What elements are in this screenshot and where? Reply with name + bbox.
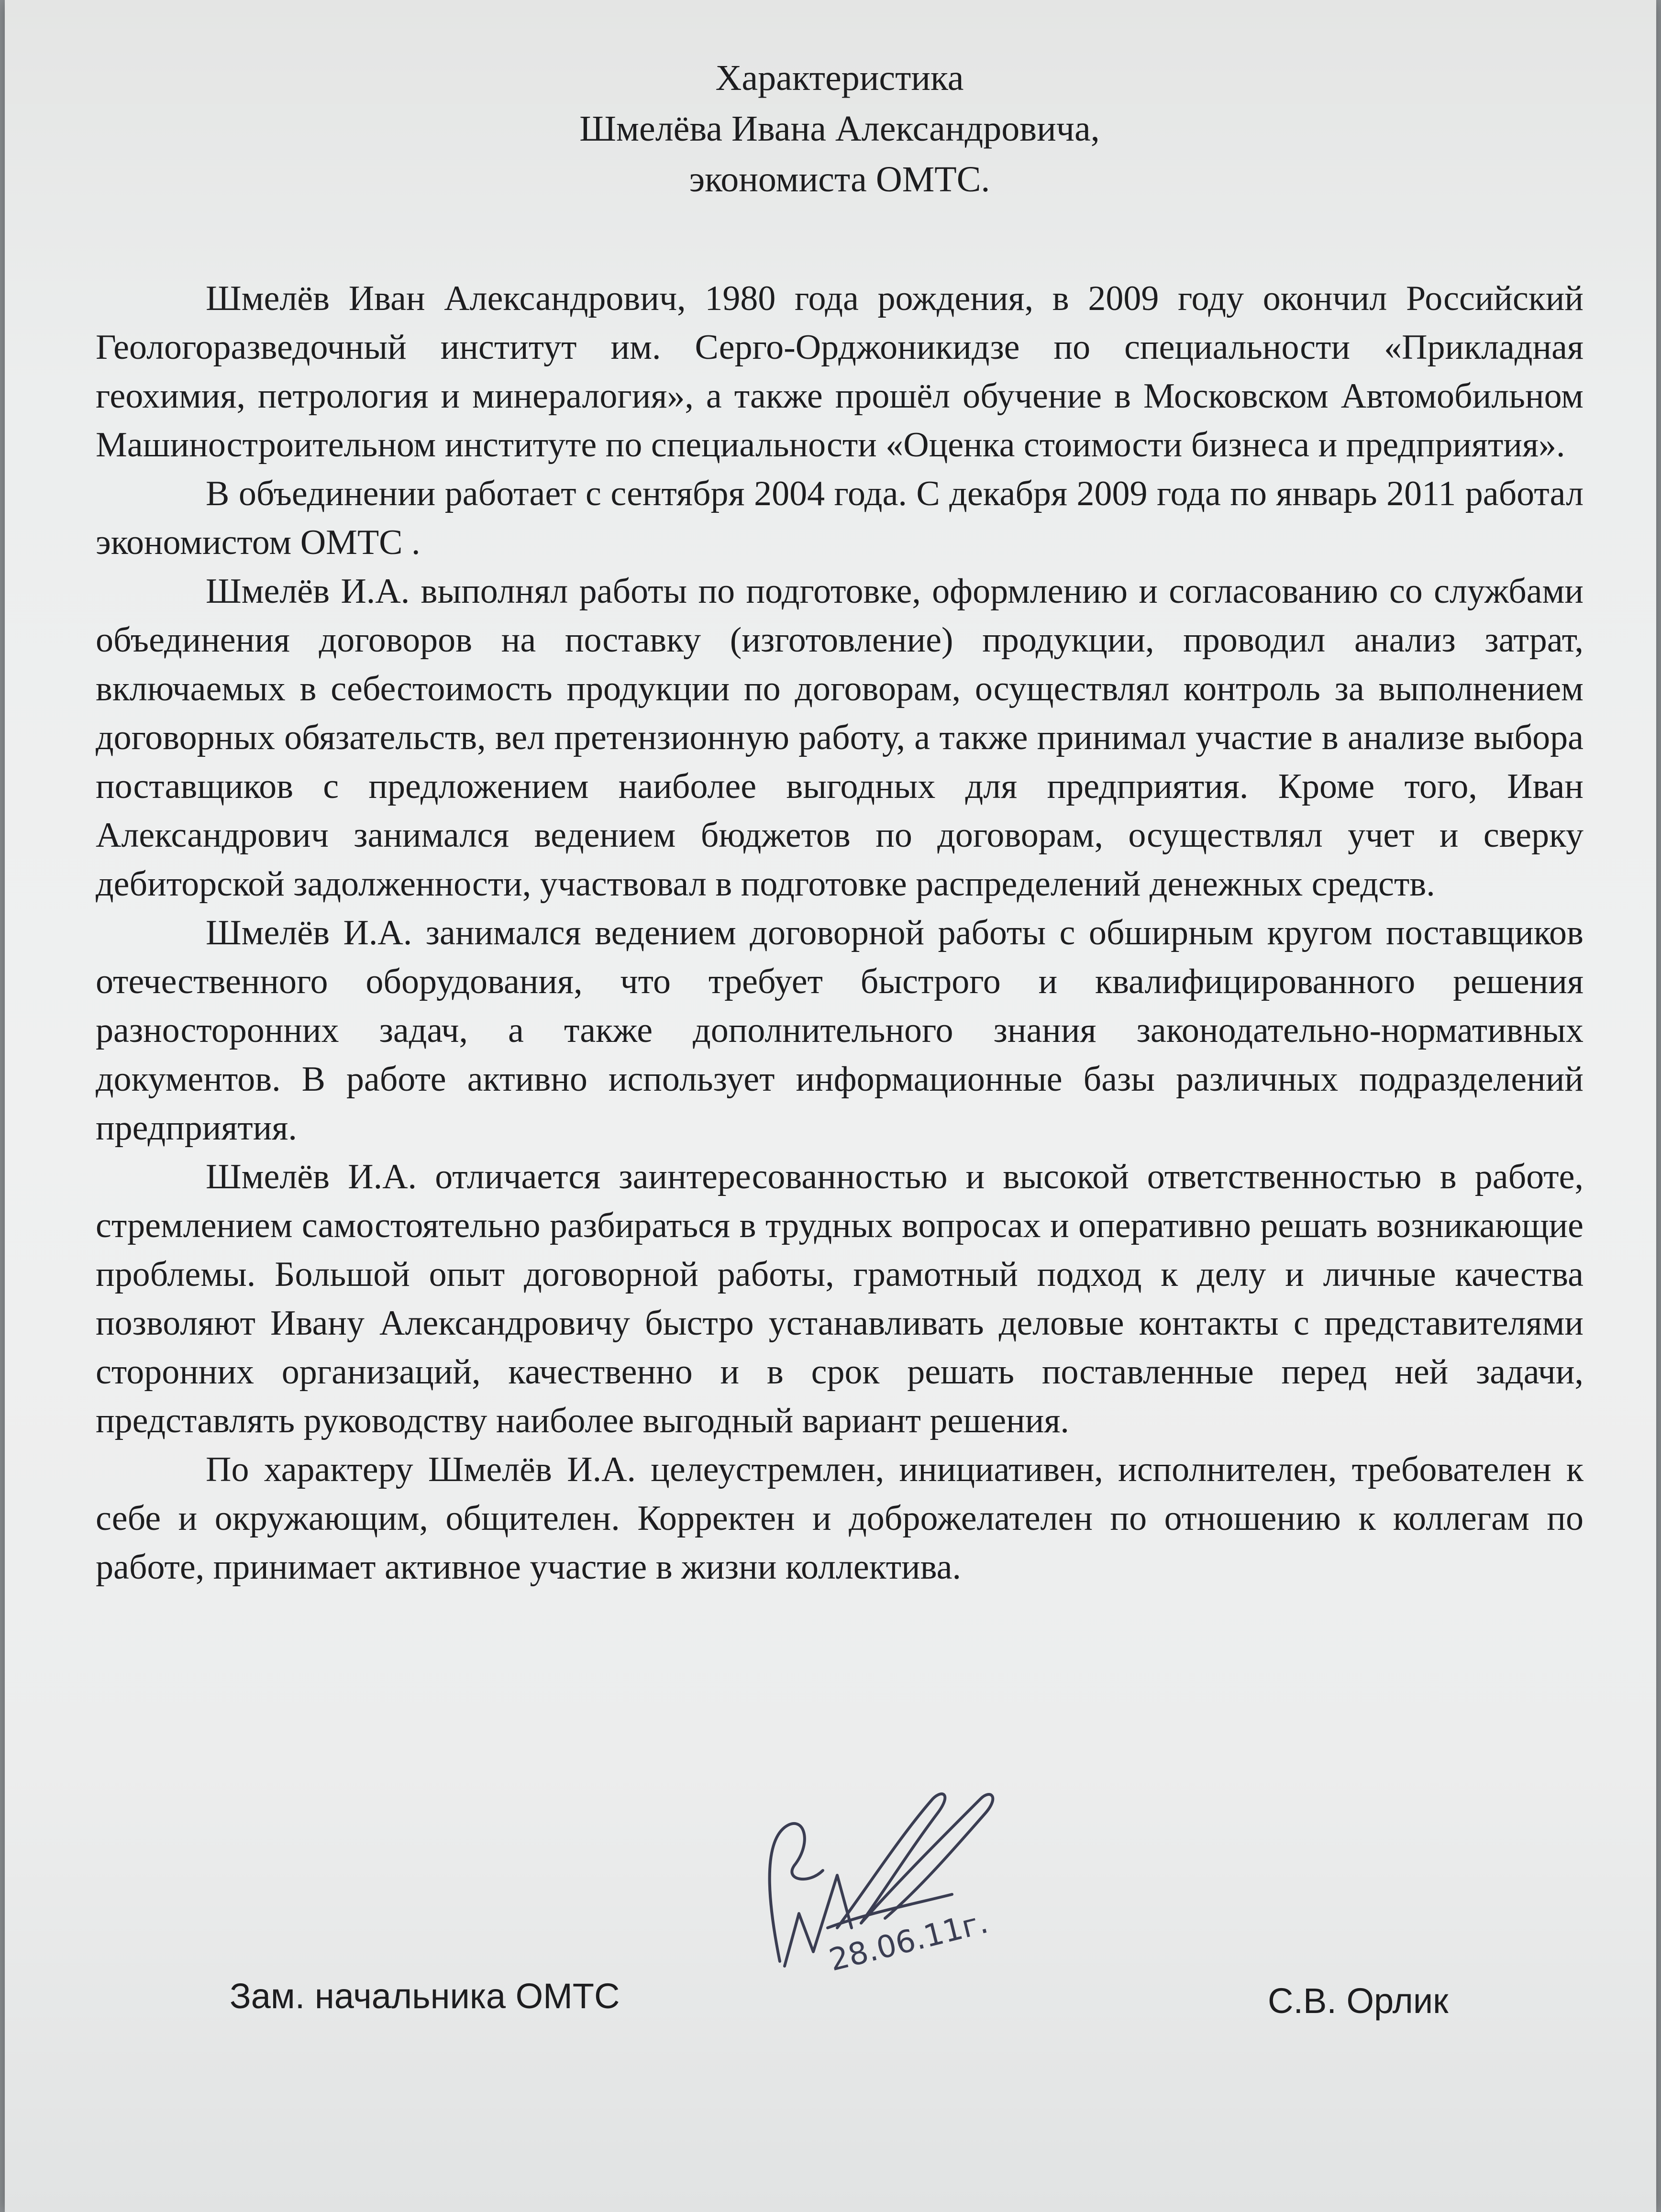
handwritten-signature [742,1770,1076,1990]
paragraph-duties: Шмелёв И.А. выполнял работы по подготовке, оформлению и согласованию со службами объединения договоров на поставку (изготовление) продукции, проводил анализ затрат, включаемых в себестоимость продукции по договорам, осуществлял контроль за выполнением договорных обязательств, вел претензионную работу, а также принимал участие в анализе выбора поставщиков с предложением наиболее выгодных для предприятия. Кроме того, Иван Александрович занимался ведением бюджетов по договорам, осуществлял учет и сверку дебиторской задолженности, участвовал в подготовке распределений денежных средств. [96,572,1583,904]
signature-stroke-1 [770,1824,823,1961]
employee-name: Шмелёва Ивана Александровича, [579,109,1100,149]
paper-sheet [5,0,1656,2212]
document-header [96,53,1583,205]
paragraph-contract-work: Шмелёв И.А. занимался ведением договорной работы с обширным кругом поставщиков отечественного оборудования, что требует быстрого и квалифицированного решения разносторонних задач, а также дополнительного знания законодательно-нормативных документов. В работе активно использует информационные базы различных подразделений предприятия. [96,913,1583,1148]
employee-position: экономиста ОМТС. [689,159,990,199]
signature-date: 28.06.11г. [825,1904,992,1979]
paragraph-education: Шмелёв Иван Александрович, 1980 года рождения, в 2009 году окончил Российский Геологоразведочный институт им. Серго-Орджоникидзе по специальности «Прикладная геохимия, петрология и минералогия», а также прошёл обучение в Московском Автомобильном Машиностроительном институте по специальности «Оценка стоимости бизнеса и предприятия». [96,279,1583,465]
signer-position: Зам. начальника ОМТС [230,1976,620,2016]
signature-stroke-4 [861,1794,993,1923]
paragraph-qualities: Шмелёв И.А. отличается заинтересованностью и высокой ответственностью в работе, стремлением самостоятельно разбираться в трудных вопросах и оперативно решать возникающие проблемы. Большой опыт договорной работы, грамотный подход к делу и личные качества позволяют Ивану Александровичу быстро устанавливать деловые контакты с представителями сторонних организаций, качественно и в срок решать поставленные перед ней задачи, представлять руководству наиболее выгодный вариант решения. [96,1157,1583,1440]
document-body [96,53,1583,1592]
signer-name: С.В. Орлик [1268,1981,1449,2021]
paragraph-character: По характеру Шмелёв И.А. целеустремлен, инициативен, исполнителен, требователен к себе и окружающим, общителен. Корректен и доброжелателен по отношению к коллегам по работе, принимает активное участие в жизни коллектива. [96,1450,1583,1587]
paragraph-employment: В объединении работает с сентября 2004 года. С декабря 2009 года по январь 2011 работал экономистом ОМТС . [96,474,1583,562]
document-title: Характеристика [715,58,964,98]
signature-row [5,1976,1656,2119]
